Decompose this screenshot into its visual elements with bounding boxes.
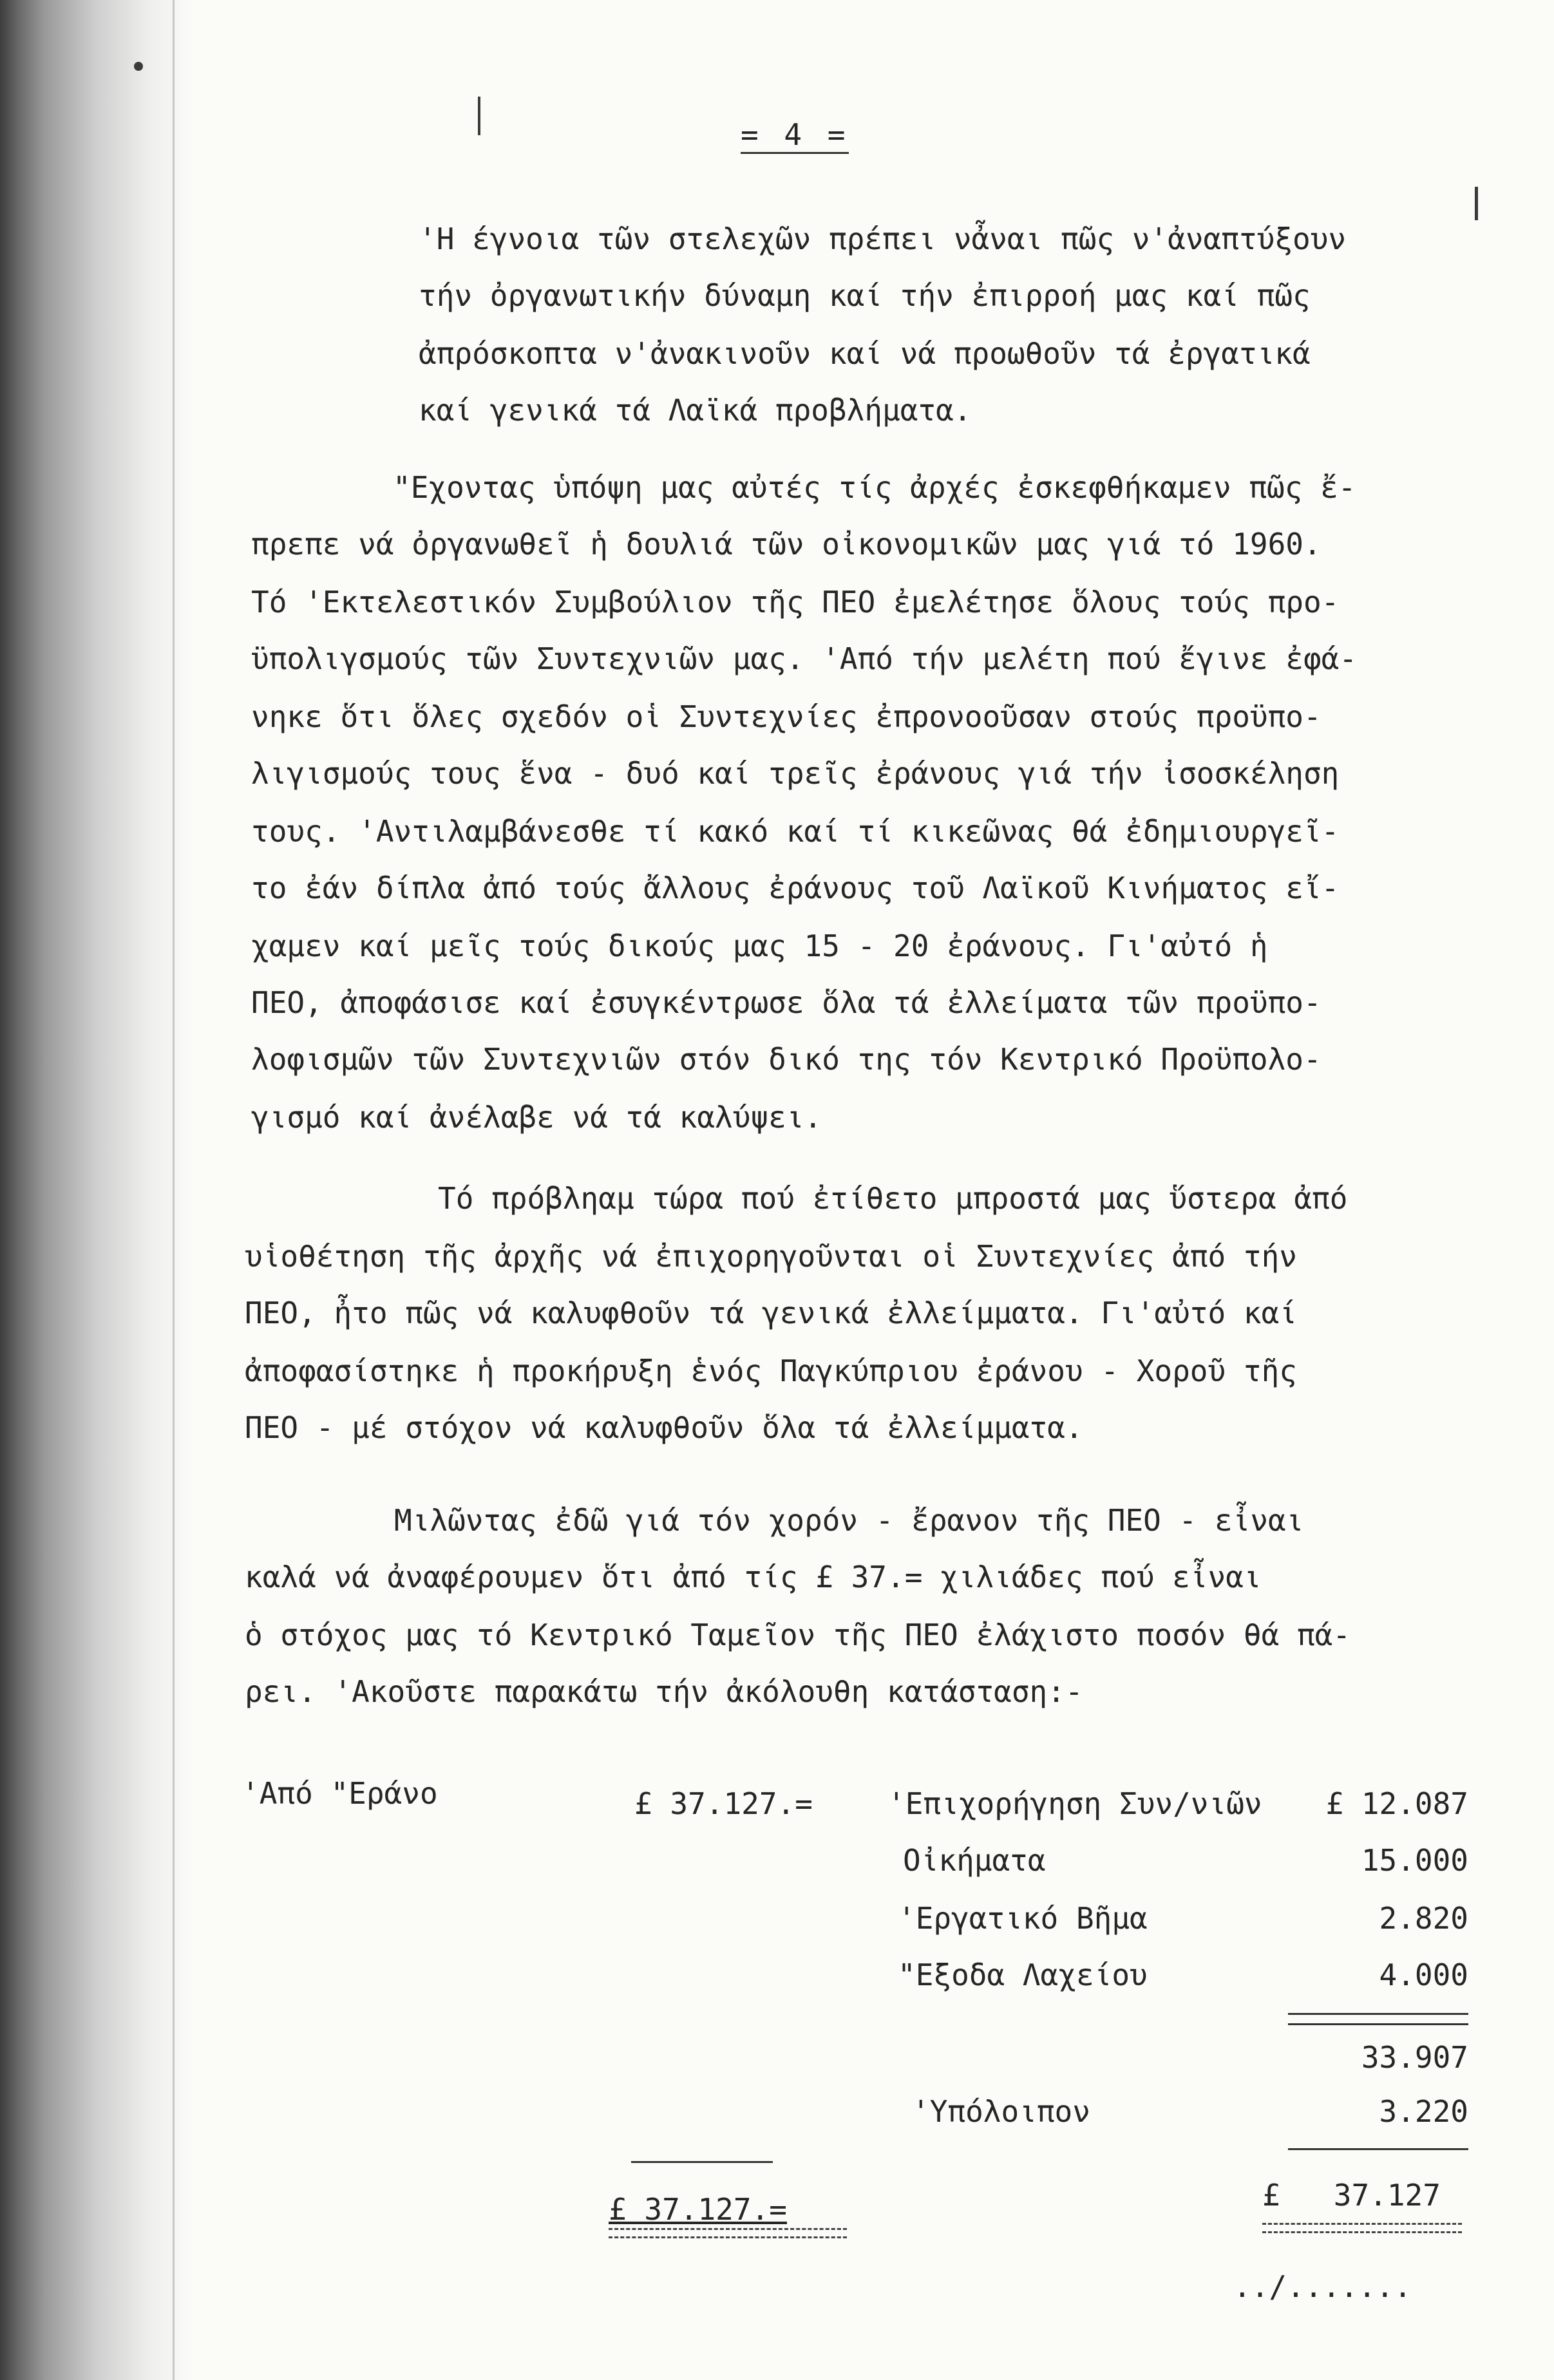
balance-amount: 3.220 [1379,2094,1468,2129]
total-rule-right [1288,2148,1468,2150]
paragraph-1-line: τήν ὀργανωτικήν δύναμη καί τήν ἐπιρροή μας καί πῶς [419,278,1311,313]
expense-item-label: Οἰκήματα [903,1843,1046,1878]
total-rule-left [631,2161,773,2163]
total-left-amount: £ 37.127.= [609,2192,787,2227]
paragraph-4-line: ρει. 'Ακοῦστε παρακάτω τήν ἀκόλουθη κατάσταση:- [245,1674,1083,1709]
subtotal-rule [1288,2013,1468,2015]
paragraph-1-line: 'Η έγνοια τῶν στελεχῶν πρέπει νἆναι πῶς ν'ἀναπτύξουν [419,222,1347,256]
paragraph-2-line: γισμό καί ἀνέλαβε νά τά καλύψει. [251,1100,822,1135]
paragraph-2-line: νηκε ὅτι ὅλες σχεδόν οἱ Συντεχνίες ἐπρονοοῦσαν στούς προϋπο- [251,699,1322,734]
expense-item-amount: 2.820 [1379,1901,1468,1936]
subtotal-rule [1288,2023,1468,2025]
paragraph-3-line: ἀποφασίστηκε ἡ προκήρυξη ἑνός Παγκύπριου ἐράνου - Χοροῦ τῆς [245,1354,1297,1388]
total-right-double-underline [1262,2223,1462,2233]
paragraph-1-line: ἀπρόσκοπτα ν'ἀνακινοῦν καί νά προωθοῦν τά ἐργατικά [419,336,1311,371]
paragraph-2-line: ΠΕΟ, ἀποφάσισε καί ἐσυγκέντρωσε ὅλα τά ἐλλείματα τῶν προϋπο- [251,985,1322,1020]
paragraph-4-line: ὁ στόχος μας τό Κεντρικό Ταμεῖον τῆς ΠΕΟ ἐλάχιστο ποσόν θά πά- [245,1618,1351,1652]
income-label: 'Από "Εράνο [242,1776,438,1811]
continuation-mark: ../....... [1233,2269,1412,2304]
paragraph-3-line: Τό πρόβληαμ τώρα πού ἐτίθετο μπροστά μας ὕστερα ἀπό [438,1181,1348,1216]
paragraph-2-line: λοφισμῶν τῶν Συντεχνιῶν στόν δικό της τόν Κεντρικό Προϋπολο- [251,1042,1322,1077]
paragraph-2-line: τους. 'Αντιλαμβάνεσθε τί κακό καί τί κικεῶνας θά ἐδημιουργεῖ- [251,814,1340,849]
scan-speck [1475,187,1478,220]
paragraph-2-line: το ἐάν δίπλα ἀπό τούς ἄλλους ἐράνους τοῦ Λαϊκοῦ Κινήματος εἴ- [251,871,1340,905]
scan-speck [478,97,480,135]
paragraph-3-line: ΠΕΟ, ἦτο πῶς νά καλυφθοῦν τά γενικά ἐλλείμματα. Γι'αὐτό καί [245,1296,1297,1330]
paragraph-2-line: "Εχοντας ὑπόψη μας αὐτές τίς ἀρχές ἐσκεφθήκαμεν πῶς ἔ- [393,470,1356,505]
paragraph-2-line: πρεπε νά ὀργανωθεῖ ἡ δουλιά τῶν οἰκονομικῶν μας γιά τό 1960. [251,527,1322,562]
subtotal-amount: 33.907 [1361,2040,1468,2075]
expense-item-amount: 4.000 [1379,1958,1468,1992]
balance-label: 'Υπόλοιπον [912,2094,1090,2129]
paragraph-1-line: καί γενικά τά Λαϊκά προβλήματα. [419,393,972,428]
expense-item-label: "Εξοδα Λαχείου [898,1958,1148,1992]
paragraph-2-line: λιγισμούς τους ἕνα - δυό καί τρεῖς ἐράνους γιά τήν ἰσοσκέληση [251,756,1340,791]
expense-item-label: 'Εργατικό Βῆμα [898,1901,1148,1936]
expense-item-amount: £ 12.087 [1325,1786,1468,1821]
page-number: = 4 = [741,117,849,154]
paragraph-2-line: χαμεν καί μεῖς τούς δικούς μας 15 - 20 ἐράνους. Γι'αὐτό ἡ [251,929,1268,963]
scan-speck [134,62,143,71]
page-fold-line [173,0,175,2380]
paragraph-2-line: ϋπολιγσμούς τῶν Συντεχνιῶν μας. 'Από τήν μελέτη πού ἔγινε ἐφά- [251,641,1358,676]
expense-item-label: 'Επιχορήγηση Συν/νιῶν [887,1786,1262,1821]
income-amount: £ 37.127.= [634,1786,813,1821]
expense-item-amount: 15.000 [1361,1843,1468,1878]
paragraph-4-line: καλά νά ἀναφέρουμεν ὅτι ἀπό τίς £ 37.= χιλιάδες πού εἶναι [245,1560,1262,1594]
total-right-amount: £ 37.127 [1262,2178,1441,2213]
paragraph-3-line: υἱοθέτηση τῆς ἀρχῆς νά ἐπιχορηγοῦνται οἱ Συντεχνίες ἀπό τήν [245,1239,1297,1274]
scanned-page-edge [0,0,193,2380]
paragraph-2-line: Τό 'Εκτελεστικόν Συμβούλιον τῆς ΠΕΟ ἐμελέτησε ὅλους τούς προ- [251,585,1340,619]
paragraph-4-line: Μιλῶντας ἐδῶ γιά τόν χορόν - ἔρανον τῆς ΠΕΟ - εἶναι [394,1503,1304,1538]
paragraph-3-line: ΠΕΟ - μέ στόχον νά καλυφθοῦν ὅλα τά ἐλλείμματα. [245,1410,1083,1445]
total-left-double-underline [609,2228,847,2238]
